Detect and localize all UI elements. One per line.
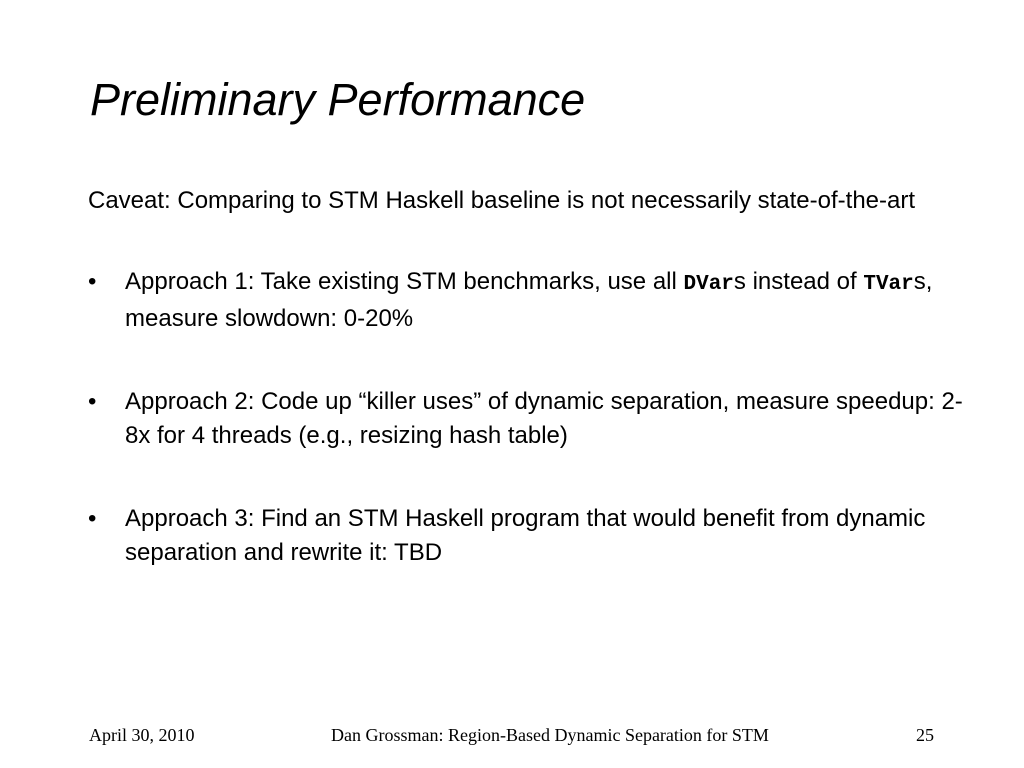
bullet-marker: • <box>88 268 97 295</box>
bullet-text: s, measure slowdown: 0-20% <box>125 268 933 332</box>
bullet-text: s instead of <box>733 268 864 295</box>
bullet-item-approach-3 <box>88 502 968 570</box>
slide-body <box>88 184 968 570</box>
footer-date: April 30, 2010 <box>89 725 195 745</box>
bullet-text: Approach 3: Find an STM Haskell program that would benefit from dynamic separation and rewrite it: TBD <box>125 505 926 566</box>
bullet-item-approach-2 <box>88 385 968 453</box>
code-dvar: DVar <box>683 273 734 296</box>
bullet-list <box>88 265 968 570</box>
footer-page-number: 25 <box>916 725 934 745</box>
bullet-marker: • <box>88 505 97 532</box>
caveat-text: Caveat: Comparing to STM Haskell baseline is not necessarily state-of-the-art <box>88 187 916 214</box>
bullet-item-approach-1 <box>88 265 968 336</box>
bullet-text: Approach 2: Code up “killer uses” of dynamic separation, measure speedup: 2-8x for 4 threads (e.g., resizing hash table) <box>125 388 963 449</box>
code-tvar: TVar <box>863 273 914 296</box>
footer-author-title: Dan Grossman: Region-Based Dynamic Separation for STM <box>331 725 769 745</box>
bullet-marker: • <box>88 388 97 415</box>
slide-title: Preliminary Performance <box>90 74 586 125</box>
bullet-text: Approach 1: Take existing STM benchmarks, use all <box>125 268 684 295</box>
